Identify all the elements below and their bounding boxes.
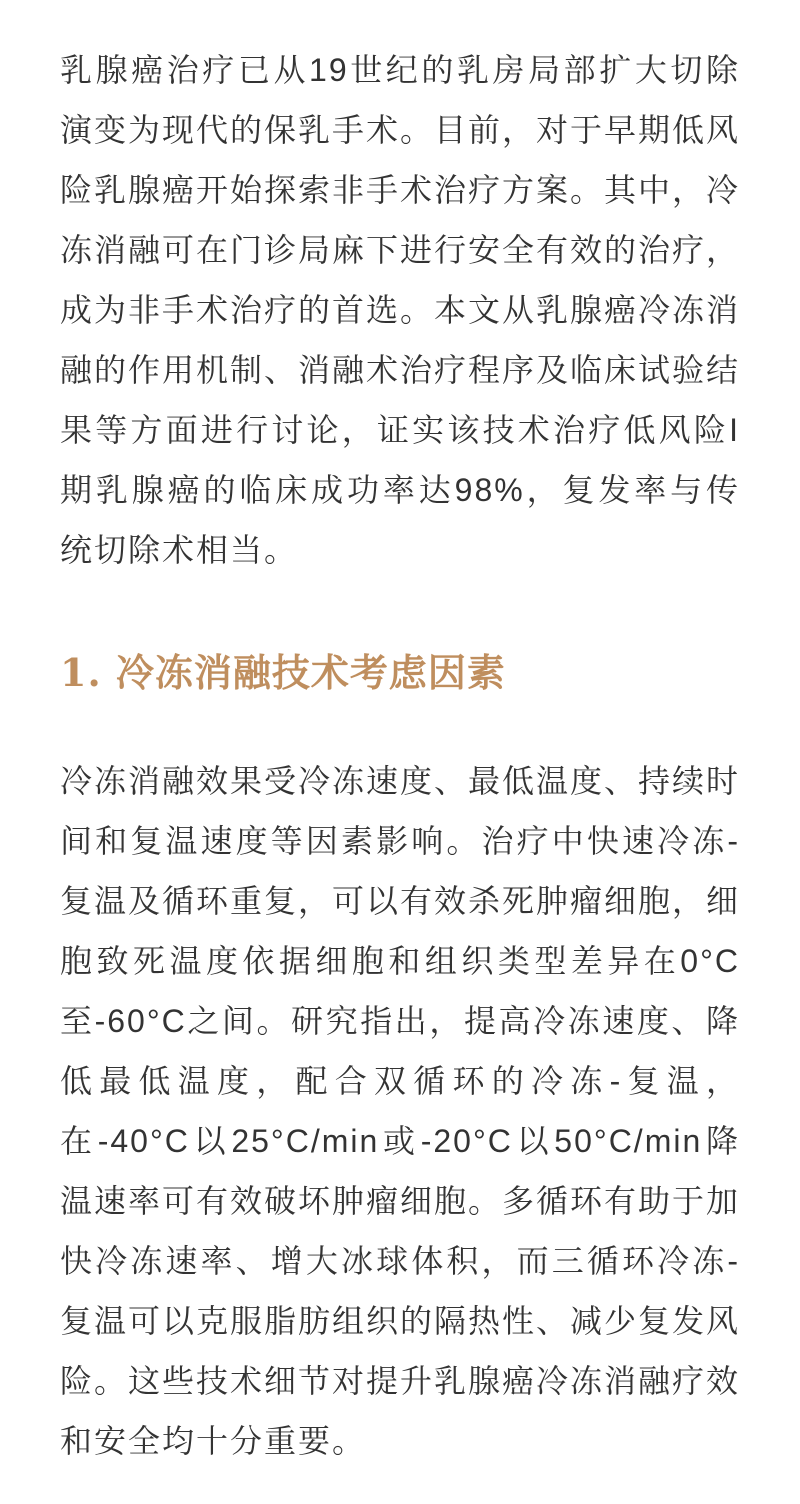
section-paragraph: 冷冻消融效果受冷冻速度、最低温度、持续时间和复温速度等因素影响。治疗中快速冷冻-复温及循环重复，可以有效杀死肿瘤细胞，细胞致死温度依据细胞和组织类型差异在0°C至-60°C之间。研究指出，提高冷冻速度、降低最低温度，配合双循环的冷冻-复温，在-40°C以25°C/min或-20°C以50°C/min降温速率可有效破坏肿瘤细胞。多循环有助于加快冷冻速率、增大冰球体积，而三循环冷冻-复温可以克服脂肪组织的隔热性、减少复发风险。这些技术细节对提升乳腺癌冷冻消融疗效和安全均十分重要。 [60, 763, 741, 1459]
section-heading: 1. 冷冻消融技术考虑因素 [60, 650, 506, 695]
intro-paragraph: 乳腺癌治疗已从19世纪的乳房局部扩大切除演变为现代的保乳手术。目前，对于早期低风险乳腺癌开始探索非手术治疗方案。其中，冷冻消融可在门诊局麻下进行安全有效的治疗，成为非手术治疗的首选。本文从乳腺癌冷冻消融的作用机制、消融术治疗程序及临床试验结果等方面进行讨论，证实该技术治疗低风险I期乳腺癌的临床成功率达98%，复发率与传统切除术相当。 [60, 52, 741, 568]
